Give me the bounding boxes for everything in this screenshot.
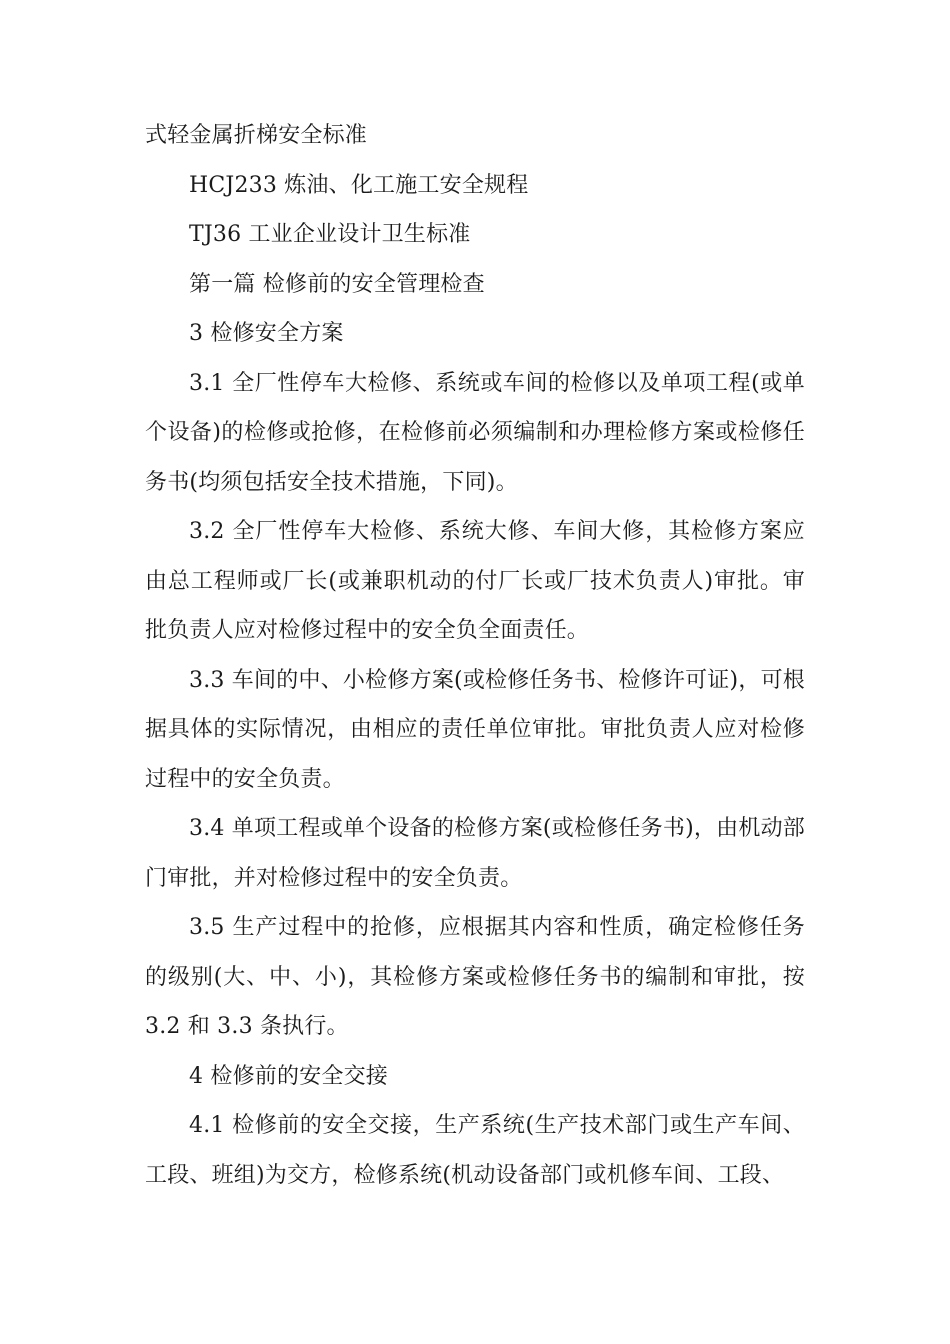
paragraph-standard-ladder: 式轻金属折梯安全标准: [145, 123, 368, 148]
section-heading-4: 4 检修前的安全交接: [189, 1063, 388, 1089]
section-heading-part-one: 第一篇 检修前的安全管理检查: [189, 271, 485, 297]
document-body: [145, 111, 805, 1200]
clause-4-1: 4.1 检修前的安全交接，生产系统(生产技术部门或生产车间、工段、班组)为交方，检修系统(机动设备部门或机修车间、工段、: [145, 1113, 805, 1188]
paragraph-tj36: TJ36 工业企业设计卫生标准: [189, 222, 471, 247]
clause-3-2: 3.2 全厂性停车大检修、系统大修、车间大修，其检修方案应由总工程师或厂长(或兼职机动的付厂长或厂技术负责人)审批。审批负责人应对检修过程中的安全负全面责任。: [145, 519, 805, 643]
clause-3-5: 3.5 生产过程中的抢修，应根据其内容和性质，确定检修任务的级别(大、中、小)，其检修方案或检修任务书的编制和审批，按 3.2 和 3.3 条执行。: [145, 915, 805, 1039]
clause-3-4: 3.4 单项工程或单个设备的检修方案(或检修任务书)，由机动部门审批，并对检修过程中的安全负责。: [145, 816, 805, 891]
paragraph-hcj233: HCJ233 炼油、化工施工安全规程: [189, 172, 529, 198]
section-heading-3: 3 检修安全方案: [189, 321, 344, 346]
clause-3-1: 3.1 全厂性停车大检修、系统或车间的检修以及单项工程(或单个设备)的检修或抢修，在检修前必须编制和办理检修方案或检修任务书(均须包括安全技术措施，下同)。: [145, 370, 805, 495]
clause-3-3: 3.3 车间的中、小检修方案(或检修任务书、检修许可证)，可根据具体的实际情况，由相应的责任单位审批。审批负责人应对检修过程中的安全负责。: [145, 667, 805, 792]
